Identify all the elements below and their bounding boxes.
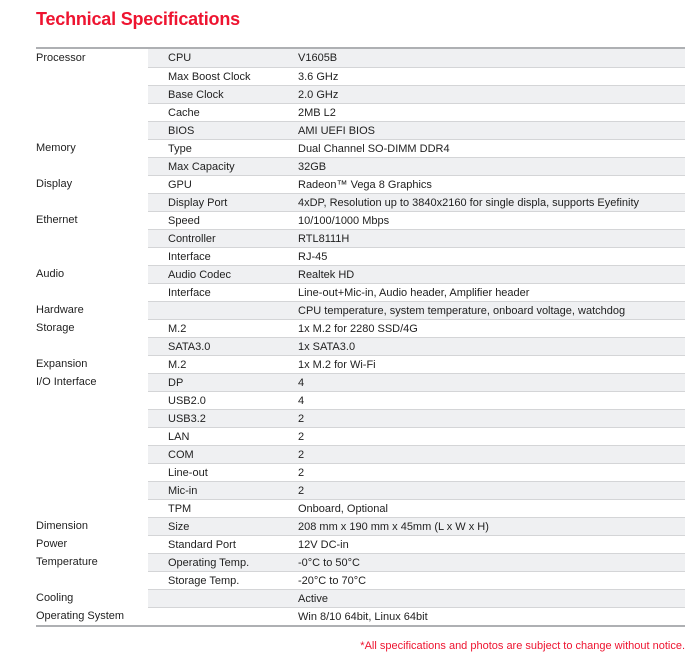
table-row (36, 391, 685, 409)
category-cell (36, 283, 148, 301)
table-row (36, 157, 685, 175)
value-cell: AMI UEFI BIOS (298, 124, 376, 137)
value-cell: 3.6 GHz (298, 70, 339, 83)
attribute-cell: M.2 (168, 322, 187, 335)
table-row (36, 103, 685, 121)
value-cell: 2 (298, 466, 305, 479)
category-cell (36, 193, 148, 211)
category-cell (36, 499, 148, 517)
category-cell (36, 445, 148, 463)
category-cell (36, 85, 148, 103)
category-cell (36, 103, 148, 121)
value-cell: Win 8/10 64bit, Linux 64bit (298, 610, 428, 623)
spec-cells (148, 319, 685, 337)
spec-cells (148, 175, 685, 193)
table-row (36, 355, 685, 373)
attribute-cell: Interface (168, 250, 211, 263)
attribute-cell: LAN (168, 430, 190, 443)
spec-cells (148, 409, 685, 427)
value-cell: 4 (298, 394, 305, 407)
table-row (36, 607, 685, 625)
category-cell: Processor (36, 49, 148, 67)
attribute-cell: Storage Temp. (168, 574, 240, 587)
value-cell: 32GB (298, 160, 327, 173)
value-cell: 2 (298, 484, 305, 497)
category-cell: Dimension (36, 517, 148, 535)
table-row (36, 175, 685, 193)
attribute-cell: Line-out (168, 466, 208, 479)
attribute-cell: Max Capacity (168, 160, 235, 173)
spec-cells (148, 301, 685, 319)
attribute-cell: USB2.0 (168, 394, 206, 407)
attribute-cell: DP (168, 376, 184, 389)
table-row (36, 211, 685, 229)
table-row (36, 427, 685, 445)
attribute-cell: Operating Temp. (168, 556, 250, 569)
table-row (36, 139, 685, 157)
attribute-cell: USB3.2 (168, 412, 206, 425)
spec-cells (148, 355, 685, 373)
category-cell: Audio (36, 265, 148, 283)
category-cell (36, 391, 148, 409)
category-cell: Hardware (36, 301, 148, 319)
spec-cells (148, 265, 685, 283)
attribute-cell: COM (168, 448, 194, 461)
attribute-cell: Size (168, 520, 190, 533)
spec-cells (148, 229, 685, 247)
table-row (36, 265, 685, 283)
attribute-cell: Display Port (168, 196, 228, 209)
attribute-cell: Audio Codec (168, 268, 231, 281)
attribute-cell: Type (168, 142, 192, 155)
value-cell: 208 mm x 190 mm x 45mm (L x W x H) (298, 520, 489, 533)
attribute-cell: Interface (168, 286, 211, 299)
table-row (36, 121, 685, 139)
spec-cells (148, 193, 685, 211)
value-cell: 2 (298, 412, 305, 425)
table-row (36, 517, 685, 535)
attribute-cell: SATA3.0 (168, 340, 211, 353)
category-cell: I/O Interface (36, 373, 148, 391)
attribute-cell: Standard Port (168, 538, 236, 551)
value-cell: -20°C to 70°C (298, 574, 367, 587)
category-cell: Ethernet (36, 211, 148, 229)
table-row (36, 409, 685, 427)
table-row (36, 283, 685, 301)
value-cell: Realtek HD (298, 268, 355, 281)
category-cell (36, 229, 148, 247)
category-cell (36, 481, 148, 499)
attribute-cell: Base Clock (168, 88, 224, 101)
spec-cells (148, 427, 685, 445)
category-cell (36, 571, 148, 589)
category-cell (36, 157, 148, 175)
attribute-cell: Max Boost Clock (168, 70, 251, 83)
value-cell: Radeon™ Vega 8 Graphics (298, 178, 432, 191)
value-cell: Line-out+Mic-in, Audio header, Amplifier header (298, 286, 530, 299)
category-cell: Display (36, 175, 148, 193)
value-cell: 1x SATA3.0 (298, 340, 356, 353)
attribute-cell: Cache (168, 106, 200, 119)
category-cell (36, 409, 148, 427)
spec-table (36, 47, 685, 627)
category-cell: Memory (36, 139, 148, 157)
value-cell: 12V DC-in (298, 538, 349, 551)
spec-cells (148, 463, 685, 481)
category-cell: Storage (36, 319, 148, 337)
category-cell: Temperature (36, 553, 148, 571)
attribute-cell: Mic-in (168, 484, 198, 497)
category-cell: Power (36, 535, 148, 553)
value-cell: Dual Channel SO-DIMM DDR4 (298, 142, 450, 155)
page-title: Technical Specifications (36, 9, 240, 29)
spec-cells (148, 589, 685, 607)
spec-cells (148, 517, 685, 535)
value-cell: CPU temperature, system temperature, onboard voltage, watchdog (298, 304, 626, 317)
category-cell: Operating System (36, 607, 148, 625)
spec-cells (148, 373, 685, 391)
table-row (36, 229, 685, 247)
table-row (36, 247, 685, 265)
attribute-cell: TPM (168, 502, 192, 515)
table-row (36, 319, 685, 337)
table-row (36, 445, 685, 463)
table-row (36, 373, 685, 391)
attribute-cell: CPU (168, 52, 192, 64)
value-cell: 2 (298, 448, 305, 461)
spec-cells (148, 607, 685, 625)
spec-cells (148, 247, 685, 265)
value-cell: 10/100/1000 Mbps (298, 214, 390, 227)
attribute-cell: M.2 (168, 358, 187, 371)
table-row (36, 193, 685, 211)
footnote: *All specifications and photos are subject to change without notice. (360, 640, 685, 652)
table-row (36, 553, 685, 571)
table-row (36, 85, 685, 103)
spec-cells (148, 571, 685, 589)
category-cell (36, 427, 148, 445)
value-cell: Onboard, Optional (298, 502, 388, 515)
value-cell: -0°C to 50°C (298, 556, 360, 569)
spec-cells (148, 139, 685, 157)
spec-cells (148, 391, 685, 409)
attribute-cell: GPU (168, 178, 192, 191)
table-row (36, 337, 685, 355)
category-cell (36, 463, 148, 481)
spec-cells (148, 445, 685, 463)
table-row (36, 301, 685, 319)
table-row (36, 589, 685, 607)
spec-cells (148, 481, 685, 499)
spec-cells (148, 553, 685, 571)
value-cell: Active (298, 592, 328, 605)
spec-cells (148, 49, 685, 67)
category-cell: Expansion (36, 355, 148, 373)
value-cell: 2.0 GHz (298, 88, 339, 101)
category-cell (36, 121, 148, 139)
table-row (36, 463, 685, 481)
table-row (36, 481, 685, 499)
category-cell: Cooling (36, 589, 148, 607)
spec-cells (148, 211, 685, 229)
category-cell (36, 67, 148, 85)
table-row (36, 67, 685, 85)
spec-cells (148, 103, 685, 121)
value-cell: RTL8111H (298, 232, 350, 245)
value-cell: 1x M.2 for 2280 SSD/4G (298, 322, 418, 335)
category-cell (36, 337, 148, 355)
value-cell: 2 (298, 430, 305, 443)
value-cell: 4 (298, 376, 305, 389)
spec-cells (148, 283, 685, 301)
spec-cells (148, 337, 685, 355)
spec-cells (148, 535, 685, 553)
spec-cells (148, 157, 685, 175)
value-cell: V1605B (298, 52, 338, 64)
category-cell (36, 247, 148, 265)
value-cell: RJ-45 (298, 250, 328, 263)
spec-cells (148, 499, 685, 517)
spec-cells (148, 85, 685, 103)
spec-cells (148, 121, 685, 139)
attribute-cell: Controller (168, 232, 216, 245)
table-row (36, 535, 685, 553)
table-row (36, 571, 685, 589)
table-row (36, 49, 685, 67)
table-row (36, 499, 685, 517)
spec-cells (148, 67, 685, 85)
value-cell: 1x M.2 for Wi-Fi (298, 358, 376, 371)
attribute-cell: Speed (168, 214, 200, 227)
value-cell: 2MB L2 (298, 106, 336, 119)
value-cell: 4xDP, Resolution up to 3840x2160 for single displa, supports Eyefinity (298, 196, 640, 209)
attribute-cell: BIOS (168, 124, 195, 137)
